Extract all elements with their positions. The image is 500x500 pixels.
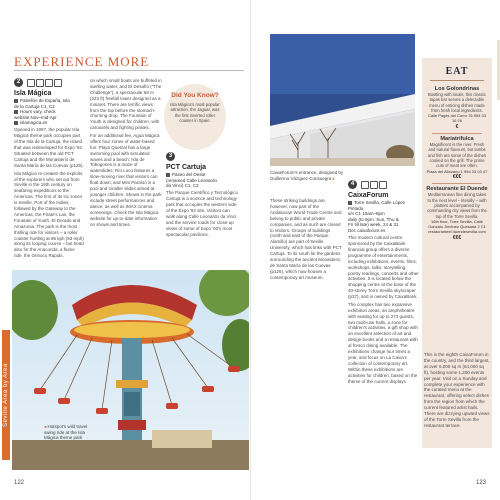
eat-item [426, 186, 488, 240]
eat-item-price: €€€ [452, 173, 462, 180]
page-gutter [250, 0, 251, 500]
family-icon [379, 181, 387, 189]
entry-title: PCT Cartuja [166, 164, 207, 171]
entry-meta: Torre Sevilla, Calle López Pintado s/n C1 10am–8pm daily (to 9pm: Sun, Thu & Fri till late) week, 24 & 31 Dec caixaforum.es [348, 200, 406, 233]
entry-title: CaixaForum [348, 192, 389, 199]
side-tab: Seville Area by Area [2, 330, 10, 460]
right-col-2 [348, 180, 420, 386]
eat-item-name: Mariatrifulca [440, 136, 474, 143]
paragraph: Opened in 1997, the popular Isla Mágica theme park occupies part of the Isla de la Cartuja, the island that was redeveloped for Expo '92. Situated between the old PCT Cartuja and the Monasterio de Santa María de las Cuevas (p126). [14, 127, 84, 168]
section-title: EXPERIENCE MORE [14, 54, 150, 69]
shop-icon [45, 79, 53, 87]
eat-item-body: Mediterranean fine dining takes to the next level – literally – with platters accompanied by commanding city views from the top of the Torre Sevilla. [427, 192, 487, 219]
eat-item-meta: Calle Pagés del Corro 76 954 33 16 26 [427, 113, 487, 124]
did-you-know-callout [164, 84, 226, 150]
entry-number: 2 [14, 78, 23, 87]
paragraph: These striking buildings are, however, now part of the Andalucian World Trade Centre and belong to public and private companies, and as such are closed to visitors. Groups of buildings (north and east of the Parque Alamillo) are part of Seville University, which has links with PCT Cartuja. To its south lie the gardens surrounding the ancient Monasterio de Santa María de las Cuevas (p126), which now houses a contemporary art museum. [270, 198, 342, 280]
paragraph: The Parque Científico y Tecnológico Cartuja is a science and technology park that occupies the western side of the Expo '92 site. Visitors can walk along Calle Leonardo da Vinci and the service roads for close-up views of some of Expo '92's most spectacular pavilions. [166, 190, 238, 237]
eat-item-name: Restaurante El Duende [426, 186, 488, 193]
entry-icons [27, 79, 63, 87]
title-rule [14, 70, 244, 71]
paragraph: The complex has two expansive exhibition areas, an amphitheatre with seating for up to 273 guests, two multi-use halls, a zone for children's activities, a gift shop with an excellent selection of art and design books and a restaurant with al fresco dining available. The exhibitions change four times a year, and focus on La Caixa's collection of contemporary art. Within these exhibitions are activities for children, based on the theme of the current displays. [348, 301, 418, 384]
eat-separator [432, 183, 482, 184]
callout-title: Did You Know? [171, 92, 219, 99]
paragraph: on which small boats are buffeted in swirling water, and El Desafío ("The Challenge"), a spectacular 68 m (223 ft) freefall tower designed as a minaret. There are terrific views from the top before the stomach-churning drop. The Fountain of Youth is designed for children, with carousels and fighting pirates. [90, 78, 162, 131]
toilet-icon [54, 79, 62, 87]
eat-item-price: € [455, 123, 459, 130]
caption-arrow-icon: ◂ [44, 424, 47, 429]
eat-item-body: Magnificent is the river. Fresh and natural flavours, but lambs and fish are some of the dishes cooked on the grill. The prime cuts of meat are often. [427, 142, 487, 169]
caixaforum-photo [270, 34, 415, 166]
entry-number: 4 [348, 180, 357, 189]
eat-item-name: Los Golondrinas [434, 86, 480, 92]
left-col-2 [90, 78, 162, 229]
left-col-1 [14, 78, 84, 261]
paragraph: This modern cultural centre sponsored by the CaixaBank financial group offers a diverse programme of entertainments, including exhibitions, events, films, workshops, talks, storytelling, poetry readings, concerts and other activities. It is located below the shopping centre at the base of the 40-storey Torre Sevilla skyscraper (p37), and is owned by CaixaBank. [348, 235, 419, 300]
food-icon [361, 181, 369, 189]
food-icon [36, 79, 44, 87]
eat-item-meta: Plaza del Altozano 1 954 33 03 47 [426, 168, 488, 174]
paragraph: This is the eighth CaixaForum in the country, and the third largest, at over 6,000 sq m (64,000 sq ft), hosting some 1,200 events per year. Visit on a Sunday and complete your experience with the curated menu at the restaurant, offering select dishes from the region from which the current featured artist hails. There are dizzying upward views of the Torre Sevilla from the restaurant terrace. [424, 352, 490, 428]
eat-item [426, 86, 488, 130]
photo-caption: ◂ Hotspot's wild travel swing ride at the Isla Mágica theme park [44, 424, 88, 440]
caption-arrow-icon: ▸ [332, 175, 335, 181]
eat-item-price: €€€ [452, 234, 462, 241]
eat-items [426, 86, 488, 241]
page-number-left: 122 [14, 480, 25, 486]
entry-meta: Pabellón de España, Isla de la Cartuja C1, C2 Hours vary, check website Nov–mid-Apr islamagica.es [14, 98, 70, 126]
left-col-3 [166, 152, 240, 239]
entry-title: Isla Mágica [14, 90, 52, 97]
shop-icon [370, 181, 378, 189]
eat-separator [432, 133, 482, 134]
family-icon [27, 79, 35, 87]
paragraph: For an additional fee, Agua Mágica offers four zones of water-based fun: Playa Quetzal has a large swimming pool with simulated waves and a beach; Isla de Tobogones is a maze of waterslides; Río Loco features a slow-moving river that visitors can float down; and Mini Paraíso is a pool and smaller slides aimed at younger children. Shows in the park include street performances and dance, as well as IMAX cinema screenings. Check the Isla Mágica website for up-to-date information on shows and times. [90, 132, 162, 227]
entry-meta: Paseo del Oeste (renamed Calle Leonardo da Vinci) C1, C2 [166, 172, 218, 189]
eat-title: EAT [445, 66, 469, 77]
page-number-right: 123 [476, 480, 487, 486]
right-col-3 [424, 352, 490, 431]
eat-item [426, 136, 488, 180]
eat-item-meta: 16th floor, Torre Sevilla, Calle Gonzalo Jiménez Quesada 2 C1 restauranteel duendesevilla.com [428, 218, 486, 235]
eat-item-body: Bustling with locals, this classic tapas bar serves a delectable menu of enticing dishes made from fresh local ingredients. [428, 92, 486, 113]
eat-rule [430, 80, 484, 81]
photo-caption: CaixaForum's entrance, designed by Guillermo Vázquez Consuegra ▸ [270, 170, 344, 181]
paragraph: Isla Mágica re-creates the exploits of the explorers who set out from Seville in the 16th century on seafaring expeditions to the Americas. The first of its six zones is Seville, Port of the Indies, followed by the Gateway to the Americas, the Pirate's Lair, the Fountain of Youth, El Dorado and Amazonia. The park is the most thrilling ride for visitors – a roller coaster hurtling at 85 kph (53 mph) along its looping course – but head also for the Anaconda, a flume ride, the Orinoco Rapids. [14, 170, 84, 259]
right-col-1 [270, 198, 342, 282]
entry-icons [361, 181, 388, 189]
callout-body: Isla Mágica's most popular attraction, the Jaguar, was the first inverted roller coaster in Spain. [170, 102, 220, 124]
entry-number: 3 [166, 152, 175, 161]
